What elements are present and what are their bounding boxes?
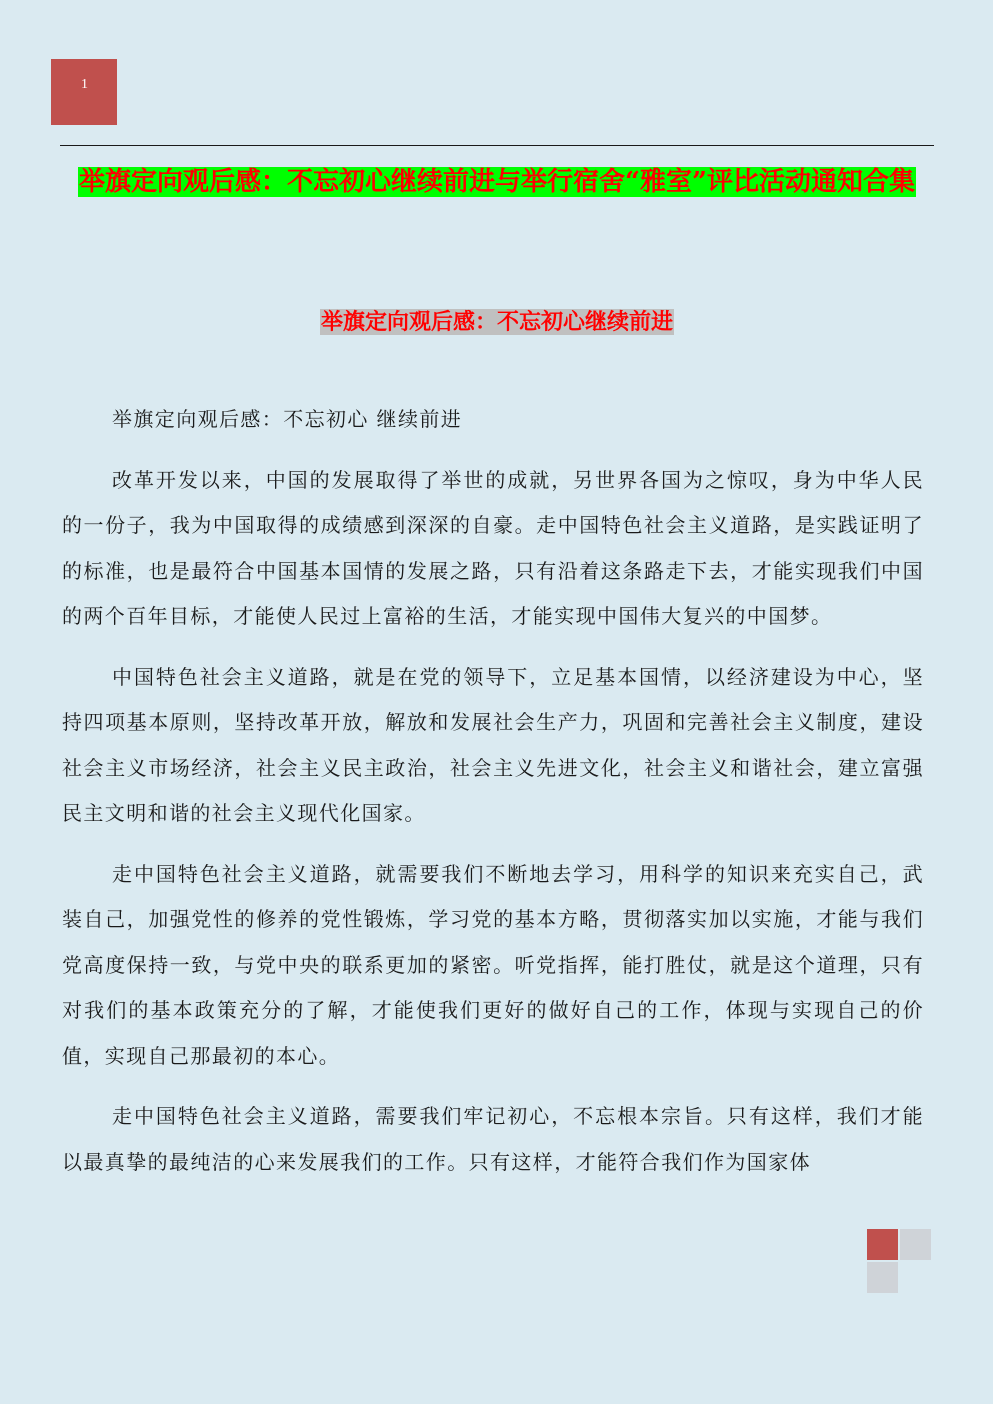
document-title-text: 举旗定向观后感：不忘初心继续前进与举行宿舍“雅室”评比活动通知合集: [79, 167, 915, 197]
corner-decoration: [866, 1228, 934, 1294]
section-title: [62, 305, 932, 339]
corner-square-red: [867, 1229, 898, 1260]
page-number: 1: [81, 77, 88, 92]
page-number-badge: [51, 59, 117, 125]
body-paragraph: 走中国特色社会主义道路，需要我们牢记初心，不忘根本宗旨。只有这样，我们才能以最真挚的最纯洁的心来发展我们的工作。只有这样，才能符合我们作为国家体: [62, 1104, 924, 1174]
body-paragraph: 举旗定向观后感：不忘初心 继续前进: [112, 407, 463, 431]
section-title-text: 举旗定向观后感：不忘初心继续前进: [320, 309, 673, 335]
document-body: [62, 397, 924, 1200]
corner-square-gray: [900, 1229, 931, 1260]
document-title: [62, 164, 932, 200]
header-divider: [60, 145, 934, 146]
body-paragraph: 走中国特色社会主义道路，就需要我们不断地去学习，用科学的知识来充实自己，武装自己，加强党性的修养的党性锻炼，学习党的基本方略，贯彻落实加以实施，才能与我们党高度保持一致，与党中央的联系更加的紧密。听党指挥，能打胜仗，就是这个道理，只有对我们的基本政策充分的了解，才能使我们更好的做好自己的工作，体现与实现自己的价值，实现自己那最初的本心。: [62, 861, 924, 1068]
body-paragraph: 中国特色社会主义道路，就是在党的领导下，立足基本国情，以经济建设为中心，坚持四项基本原则，坚持改革开放，解放和发展社会生产力，巩固和完善社会主义制度，建设社会主义市场经济，社会主义民主政治，社会主义先进文化，社会主义和谐社会，建立富强民主文明和谐的社会主义现代化国家。: [62, 664, 924, 825]
corner-square-gray: [867, 1262, 898, 1293]
body-paragraph: 改革开发以来，中国的发展取得了举世的成就，另世界各国为之惊叹，身为中华人民的一份子，我为中国取得的成绩感到深深的自豪。走中国特色社会主义道路，是实践证明了的标准，也是最符合中国基本国情的发展之路，只有沿着这条路走下去，才能实现我们中国的两个百年目标，才能使人民过上富裕的生活，才能实现中国伟大复兴的中国梦。: [62, 467, 924, 628]
